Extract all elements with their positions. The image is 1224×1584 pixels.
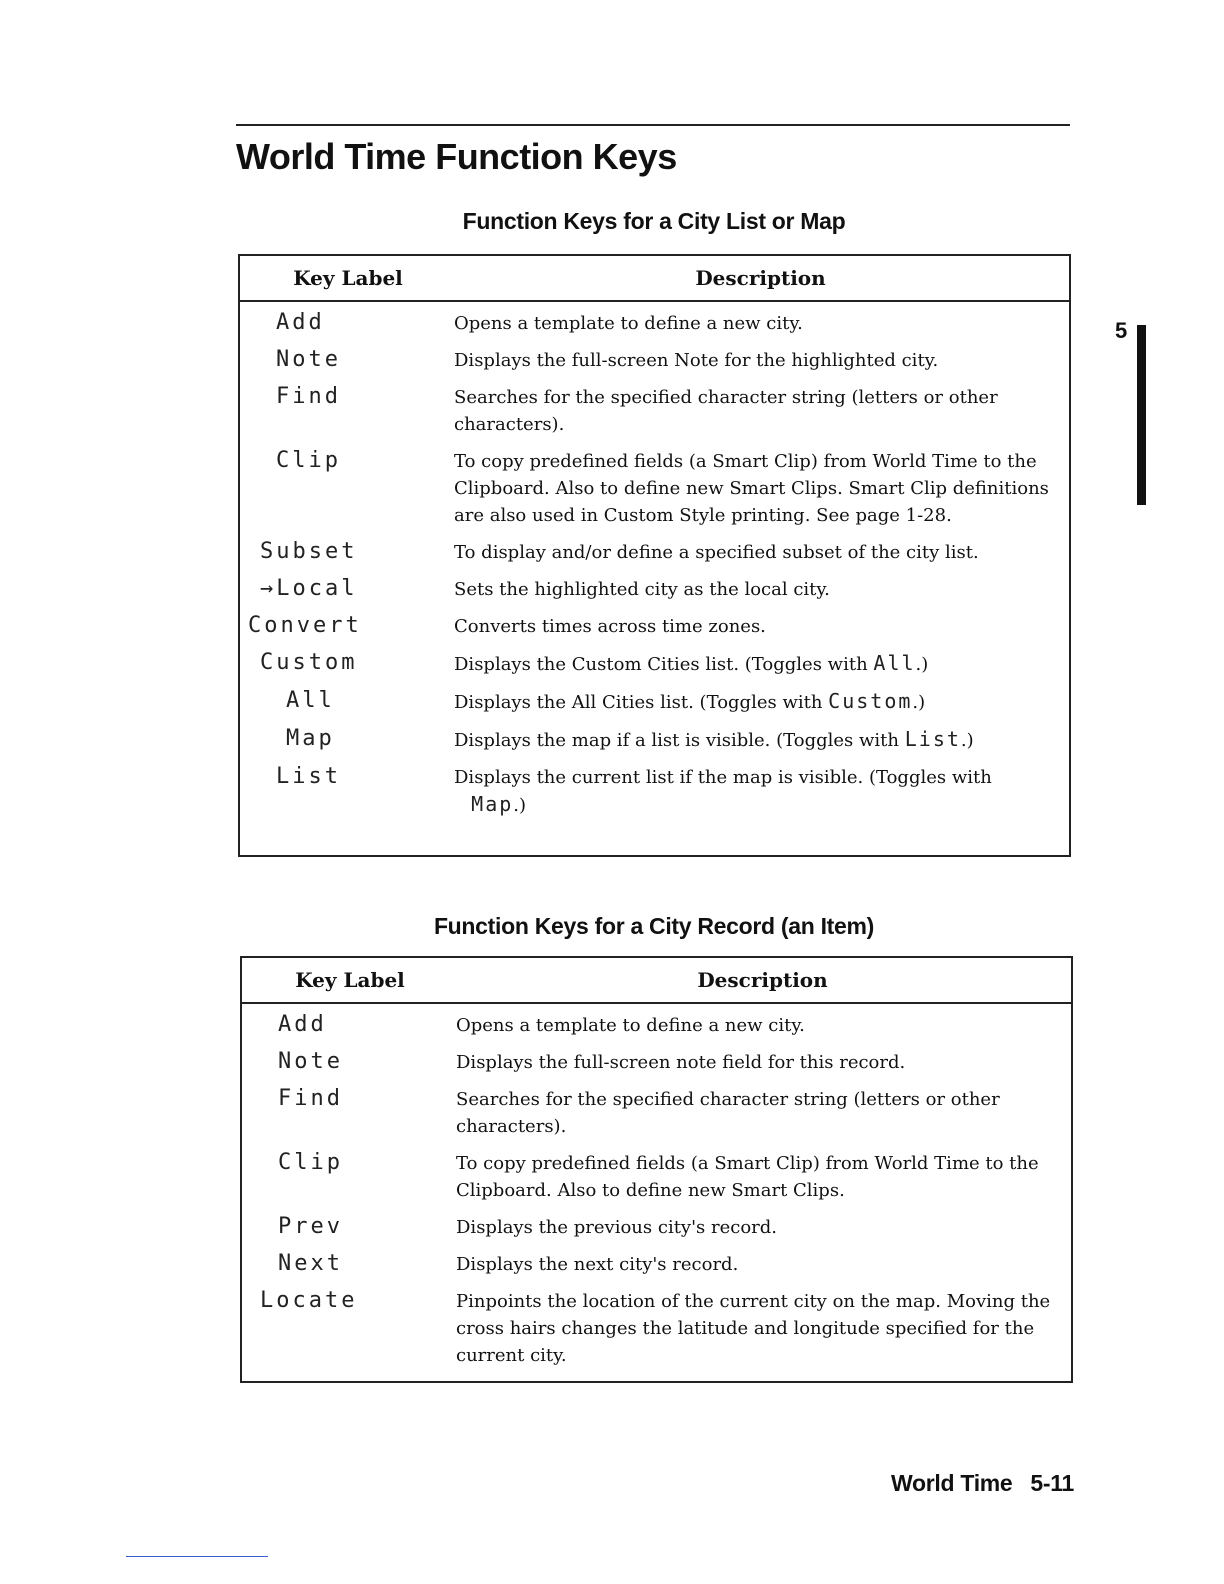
table2-header — [242, 958, 1071, 1004]
key-label: List — [276, 764, 341, 789]
table1-rows — [240, 302, 1069, 819]
key-description — [454, 650, 1069, 678]
table-row — [242, 1214, 1071, 1241]
table-row — [242, 1288, 1071, 1369]
section-tab-number: 5 — [1115, 318, 1128, 343]
table-row — [240, 539, 1069, 566]
table-row — [240, 384, 1069, 438]
key-description: To copy predefined fields (a Smart Clip) from World Time to the Clipboard. Also to define new Smart Clips. — [456, 1153, 1039, 1201]
table1 — [238, 254, 1071, 857]
table2-title: Function Keys for a City Record (an Item) — [433, 913, 875, 939]
key-description: Displays the previous city's record. — [456, 1217, 778, 1238]
table-row — [242, 1251, 1071, 1278]
key-label: Find — [278, 1086, 343, 1111]
table-row — [242, 1012, 1071, 1039]
description-text: .) — [912, 692, 926, 713]
table-row — [240, 448, 1069, 529]
description-text: Displays the current list if the map is visible. (Toggles with — [454, 767, 992, 788]
table1-header — [240, 256, 1069, 302]
key-label: Custom — [260, 650, 358, 675]
key-label: Find — [276, 384, 341, 409]
key-label: Note — [276, 347, 341, 372]
key-label: Prev — [278, 1214, 343, 1239]
footer-page-number: 5-11 — [1030, 1470, 1074, 1496]
description-text: Displays the map if a list is visible. (Toggles with — [454, 730, 899, 751]
key-label: Add — [278, 1012, 327, 1037]
key-description — [454, 764, 1069, 819]
key-label: →Local — [260, 576, 358, 601]
key-label: Next — [278, 1251, 343, 1276]
table2-rows — [242, 1004, 1071, 1369]
key-description: Opens a template to define a new city. — [454, 313, 803, 334]
description-text: .) — [960, 730, 974, 751]
table-row — [242, 1150, 1071, 1204]
inline-key-label: Custom — [828, 689, 913, 713]
description-text: .) — [513, 795, 527, 816]
table-row — [240, 650, 1069, 678]
key-label: Locate — [260, 1288, 358, 1313]
key-description: Searches for the specified character string (letters or other characters). — [456, 1089, 1000, 1137]
table-row — [240, 347, 1069, 374]
description-text: .) — [915, 654, 929, 675]
section-tab-bar — [1137, 325, 1146, 505]
key-label: All — [286, 688, 335, 713]
table1-header-key: Key Label — [293, 266, 403, 290]
key-label: Note — [278, 1049, 343, 1074]
key-label: Map — [286, 726, 335, 751]
footer-section-name: World Time — [891, 1470, 1013, 1496]
key-description: Displays the next city's record. — [456, 1254, 739, 1275]
key-description: Displays the full-screen Note for the highlighted city. — [454, 350, 939, 371]
table1-title: Function Keys for a City List or Map — [462, 208, 846, 234]
table2 — [240, 956, 1073, 1383]
key-label: Add — [276, 310, 325, 335]
inline-key-label: List — [904, 727, 961, 751]
table-row — [242, 1049, 1071, 1076]
inline-key-label: All — [873, 651, 916, 675]
bottom-edge-line — [126, 1556, 268, 1557]
key-description: Converts times across time zones. — [454, 616, 766, 637]
page-title: World Time Function Keys — [236, 136, 677, 177]
table-row — [242, 1086, 1071, 1140]
key-label: Clip — [276, 448, 341, 473]
key-description: To copy predefined fields (a Smart Clip) from World Time to the Clipboard. Also to define new Smart Clips. Smart Clip definitions are also used in Custom Style printing. See page 1-28. — [454, 451, 1049, 526]
key-description — [454, 726, 1069, 754]
key-description: Opens a template to define a new city. — [456, 1015, 805, 1036]
description-text: Displays the All Cities list. (Toggles with — [454, 692, 823, 713]
key-description: Displays the full-screen note field for this record. — [456, 1052, 906, 1073]
table-row — [240, 613, 1069, 640]
key-description: Sets the highlighted city as the local city. — [454, 579, 830, 600]
table-row — [240, 764, 1069, 819]
description-text: Displays the Custom Cities list. (Toggles with — [454, 654, 868, 675]
key-label: Clip — [278, 1150, 343, 1175]
table-row — [240, 726, 1069, 754]
table1-header-description: Description — [695, 266, 826, 290]
table2-header-description: Description — [697, 968, 828, 992]
table-row — [240, 688, 1069, 716]
key-description: Searches for the specified character string (letters or other characters). — [454, 387, 998, 435]
key-description — [454, 688, 1069, 716]
key-description: Pinpoints the location of the current city on the map. Moving the cross hairs changes the latitude and longitude specified for the current city. — [456, 1291, 1051, 1366]
table-row — [240, 576, 1069, 603]
table-row — [240, 310, 1069, 337]
key-label: Subset — [260, 539, 358, 564]
table2-header-key: Key Label — [295, 968, 405, 992]
page-footer — [891, 1470, 1074, 1497]
key-description: To display and/or define a specified subset of the city list. — [454, 542, 979, 563]
key-label: Convert — [248, 613, 362, 638]
top-rule — [236, 124, 1070, 126]
inline-key-label: Map — [471, 792, 514, 816]
